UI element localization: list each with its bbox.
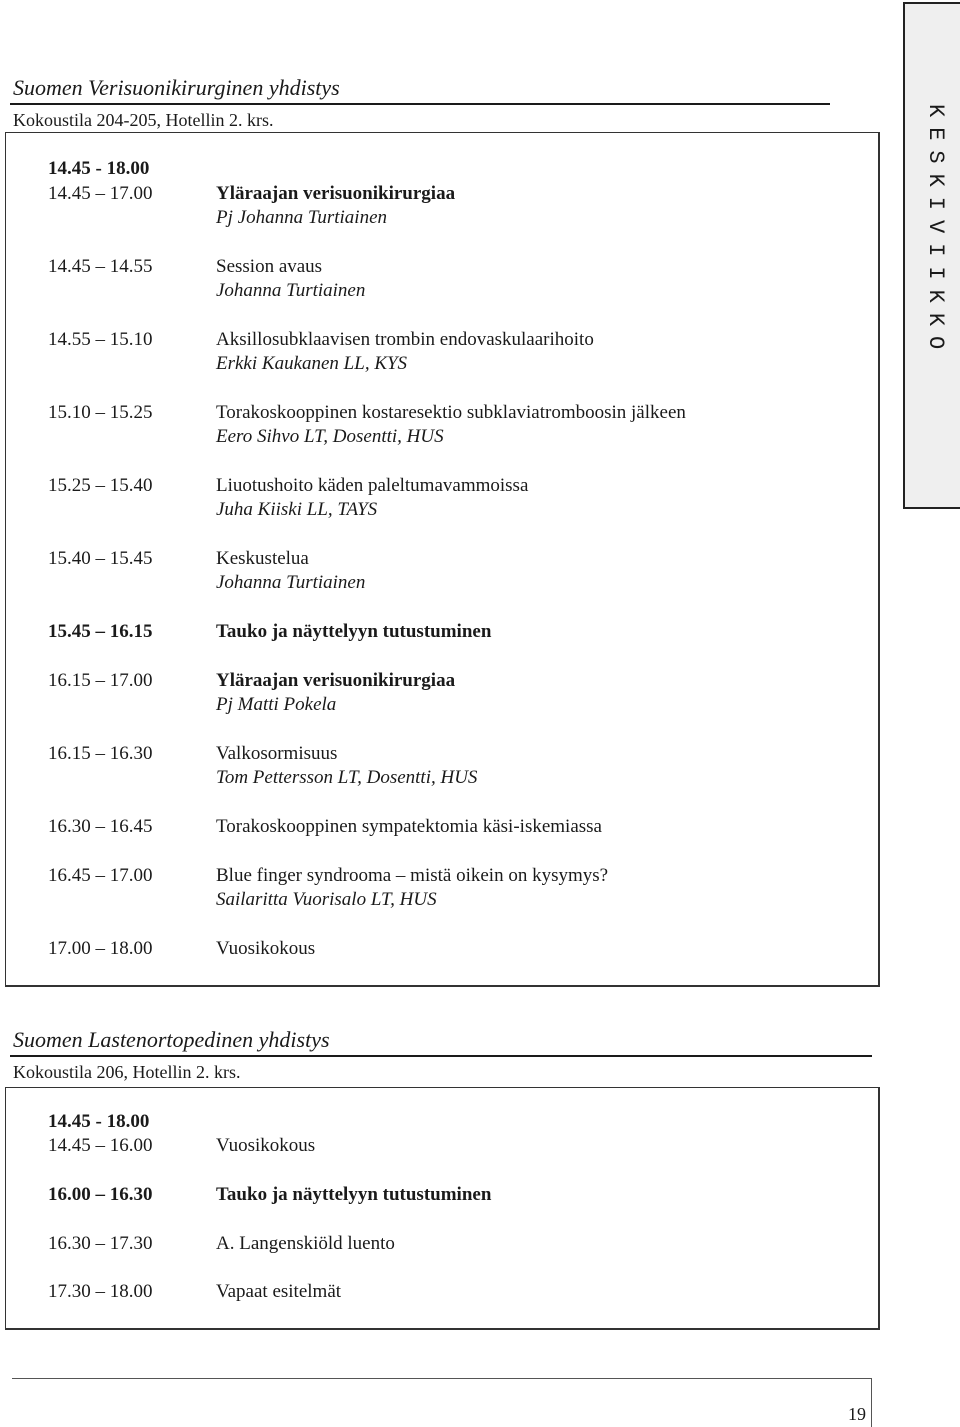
row-time: 16.30 – 16.45 [48,816,153,837]
row-title: Vuosikokous [216,1135,316,1156]
row-title: Vapaat esitelmät [216,1281,342,1302]
row-chair: Pj Johanna Turtiainen [216,207,387,228]
row-title: Torakoskooppinen kostaresektio subklaviatromboosin jälkeen [216,402,686,423]
row-time: 14.45 - 18.00 [48,1111,150,1132]
row-title: Liuotushoito käden paleltumavammoissa [216,475,529,496]
row-time: 15.25 – 15.40 [48,475,153,496]
row-time: 16.15 – 17.00 [48,670,153,691]
row-time: 16.30 – 17.30 [48,1233,153,1254]
row-time: 16.45 – 17.00 [48,865,153,886]
row-title: Valkosormisuus [216,743,338,764]
section-location-pediatric-ortho: Kokoustila 206, Hotellin 2. krs. [13,1062,241,1082]
row-speaker: Eero Sihvo LT, Dosentti, HUS [216,426,444,447]
footer-divider [871,1378,872,1427]
row-speaker: Sailaritta Vuorisalo LT, HUS [216,889,437,910]
row-time: 16.00 – 16.30 [48,1184,153,1205]
row-title: Aksillosubklaavisen trombin endovaskulaarihoito [216,329,594,350]
footer-rule [12,1378,872,1379]
row-speaker: Johanna Turtiainen [216,280,366,301]
row-time: 14.45 – 14.55 [48,256,153,277]
row-time: 15.10 – 15.25 [48,402,153,423]
row-time: 17.30 – 18.00 [48,1281,153,1302]
row-title: A. Langenskiöld luento [216,1233,395,1254]
page-number: 19 [848,1404,866,1424]
row-time: 14.45 – 16.00 [48,1135,153,1156]
row-time: 14.55 – 15.10 [48,329,153,350]
row-title: Yläraajan verisuonikirurgiaa [216,183,456,204]
row-speaker: Tom Pettersson LT, Dosentti, HUS [216,767,478,788]
row-time: 15.40 – 15.45 [48,548,153,569]
row-title: Session avaus [216,256,323,277]
row-title: Tauko ja näyttelyyn tutustuminen [216,1184,492,1205]
row-speaker: Juha Kiiski LL, TAYS [216,499,378,520]
weekday-label: KESKIVIIKKO [923,104,948,360]
row-title: Vuosikokous [216,938,316,959]
row-time: 16.15 – 16.30 [48,743,153,764]
section-title-rule [10,103,830,105]
section-title-rule [10,1055,872,1057]
row-title: Yläraajan verisuonikirurgiaa [216,670,456,691]
row-speaker: Johanna Turtiainen [216,572,366,593]
row-title: Blue finger syndrooma – mistä oikein on kysymys? [216,865,609,886]
row-speaker: Erkki Kaukanen LL, KYS [216,353,408,374]
row-title: Torakoskooppinen sympatektomia käsi-iskemiassa [216,816,602,837]
section-title-pediatric-ortho: Suomen Lastenortopedinen yhdistys [13,1027,330,1052]
row-chair: Pj Matti Pokela [216,694,337,715]
section-location-vascular: Kokoustila 204-205, Hotellin 2. krs. [13,110,274,130]
row-time: 15.45 – 16.15 [48,621,153,642]
row-time: 17.00 – 18.00 [48,938,153,959]
row-time: 14.45 - 18.00 [48,158,150,179]
row-time: 14.45 – 17.00 [48,183,153,204]
row-title: Tauko ja näyttelyyn tutustuminen [216,621,492,642]
section-title-vascular: Suomen Verisuonikirurginen yhdistys [13,75,340,100]
weekday-tab [903,2,960,509]
row-title: Keskustelua [216,548,309,569]
